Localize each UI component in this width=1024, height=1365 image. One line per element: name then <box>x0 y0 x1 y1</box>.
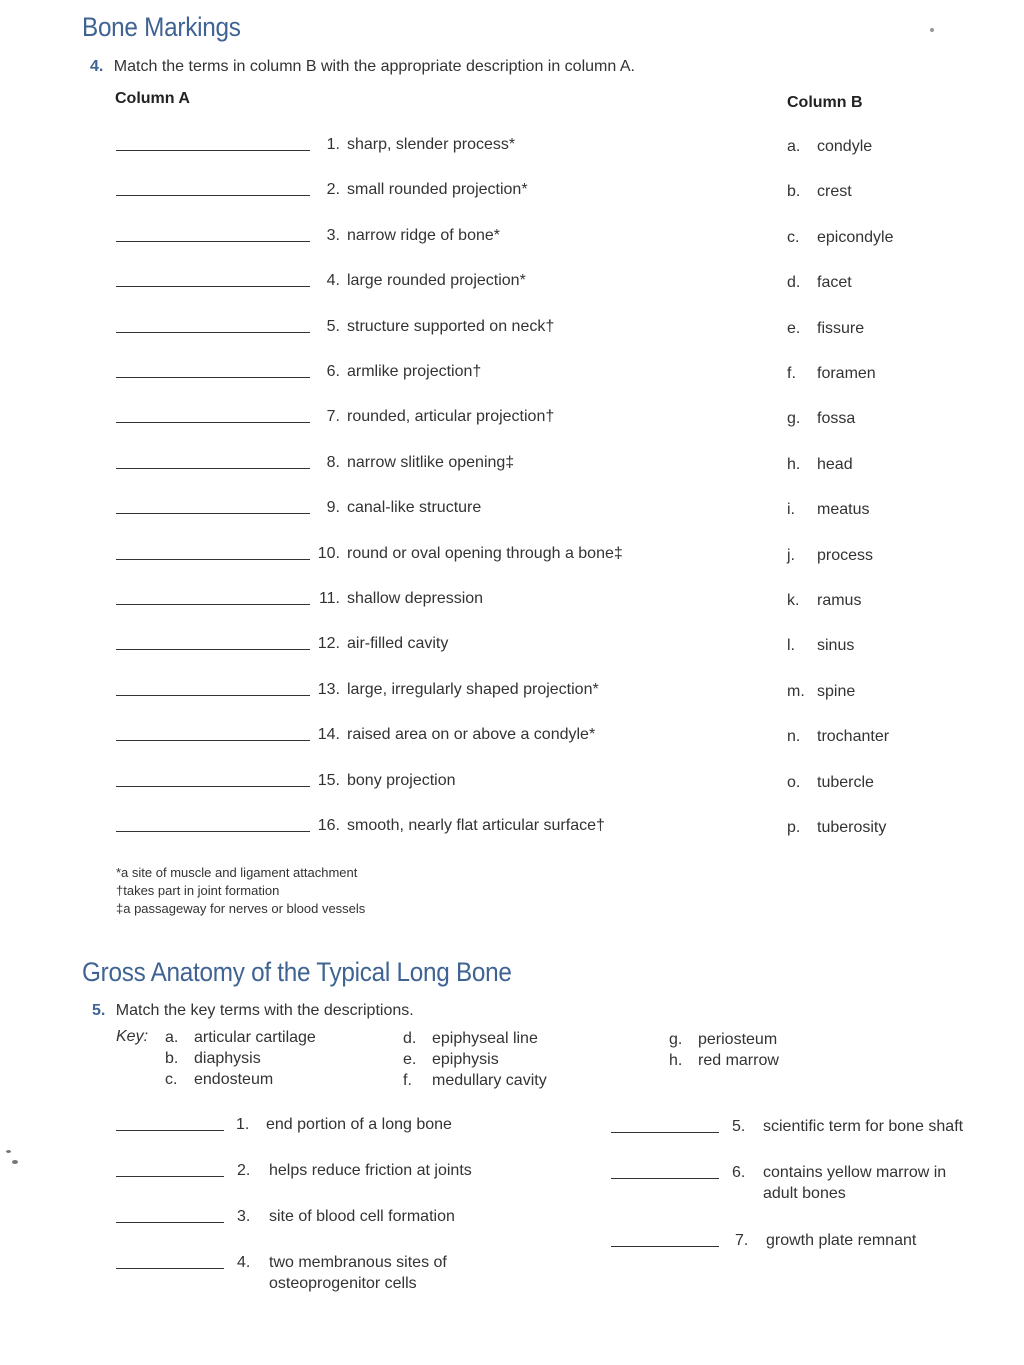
item-number: 3. <box>237 1208 251 1225</box>
key-term: medullary cavity <box>432 1072 547 1089</box>
item-description: scientific term for bone shaft <box>763 1118 964 1135</box>
item-number: 13. <box>317 681 340 698</box>
term-name: sinus <box>817 637 855 654</box>
answer-blank[interactable] <box>116 649 310 650</box>
scan-speck <box>6 1150 11 1153</box>
term-letter: o. <box>787 774 801 791</box>
speck-mark <box>930 28 934 32</box>
column-b-row <box>787 728 987 750</box>
question-5 <box>92 1002 414 1020</box>
column-b-row <box>787 637 987 659</box>
key-letter: d. <box>403 1030 417 1047</box>
column-b-row <box>787 592 987 614</box>
item-description: smooth, nearly flat articular surface† <box>347 817 605 834</box>
item-description: raised area on or above a condyle* <box>347 726 596 743</box>
question-text: Match the terms in column B with the appropriate description in column A. <box>113 58 635 75</box>
item-description: sharp, slender process* <box>347 136 516 153</box>
term-letter: i. <box>787 501 795 518</box>
answer-blank[interactable] <box>116 831 310 832</box>
key-term: epiphyseal line <box>432 1030 538 1047</box>
term-letter: d. <box>787 274 801 291</box>
item-number: 7. <box>326 408 340 425</box>
footnote-passageway: ‡a passageway for nerves or blood vessels <box>116 901 366 916</box>
term-letter: a. <box>787 138 801 155</box>
term-name: facet <box>817 274 852 291</box>
term-name: epicondyle <box>817 229 894 246</box>
column-b-row <box>787 138 987 160</box>
item-description: narrow slitlike opening‡ <box>347 454 515 471</box>
question-4 <box>90 58 635 76</box>
item-description: air-filled cavity <box>347 635 449 652</box>
key-term: periosteum <box>698 1031 778 1048</box>
term-name: fissure <box>817 320 865 337</box>
answer-blank[interactable] <box>116 695 310 696</box>
item-description: growth plate remnant <box>766 1232 917 1249</box>
term-letter: m. <box>787 683 805 700</box>
item-number: 5. <box>732 1118 746 1135</box>
item-number: 4. <box>237 1254 251 1271</box>
footnote-joint: †takes part in joint formation <box>116 883 280 898</box>
term-name: condyle <box>817 138 873 155</box>
item-number: 7. <box>735 1232 749 1249</box>
item-description: round or oval opening through a bone‡ <box>347 545 623 562</box>
column-b-row <box>787 774 987 796</box>
item-description: large, irregularly shaped projection* <box>347 681 599 698</box>
key-term: diaphysis <box>194 1050 261 1067</box>
term-name: head <box>817 456 853 473</box>
answer-blank[interactable] <box>116 559 310 560</box>
item-description: large rounded projection* <box>347 272 526 289</box>
item-number: 1. <box>326 136 340 153</box>
answer-blank[interactable] <box>116 1268 224 1269</box>
term-letter: n. <box>787 728 801 745</box>
item-number: 5. <box>326 318 340 335</box>
answer-blank[interactable] <box>116 1222 224 1223</box>
item-number: 6. <box>326 363 340 380</box>
item-number: 14. <box>317 726 340 743</box>
term-name: process <box>817 547 874 564</box>
key-letter: c. <box>165 1071 178 1088</box>
answer-blank[interactable] <box>116 786 310 787</box>
answer-blank[interactable] <box>116 195 310 196</box>
footnote-muscle: *a site of muscle and ligament attachment <box>116 865 358 880</box>
column-b-row <box>787 320 987 342</box>
item-description: two membranous sites of <box>269 1254 447 1271</box>
item-number: 2. <box>326 181 340 198</box>
term-letter: j. <box>787 547 795 564</box>
item-description: structure supported on neck† <box>347 318 555 335</box>
column-b-row <box>787 501 987 523</box>
answer-blank[interactable] <box>116 513 310 514</box>
item-number: 9. <box>326 499 340 516</box>
item-number: 16. <box>317 817 340 834</box>
column-b-row <box>787 819 987 841</box>
term-name: foramen <box>817 365 876 382</box>
term-name: tubercle <box>817 774 874 791</box>
answer-blank[interactable] <box>116 604 310 605</box>
item-number: 4. <box>326 272 340 289</box>
term-letter: h. <box>787 456 801 473</box>
answer-blank[interactable] <box>116 740 310 741</box>
item-description: armlike projection† <box>347 363 482 380</box>
term-name: crest <box>817 183 852 200</box>
item-description-cont: adult bones <box>763 1185 846 1202</box>
item-description: rounded, articular projection† <box>347 408 555 425</box>
answer-blank[interactable] <box>116 377 310 378</box>
key-letter: g. <box>669 1031 683 1048</box>
term-letter: f. <box>787 365 796 382</box>
item-description: site of blood cell formation <box>269 1208 455 1225</box>
footnotes <box>116 864 365 918</box>
column-b-row <box>787 365 987 387</box>
item-number: 10. <box>317 545 340 562</box>
term-name: spine <box>817 683 856 700</box>
key-term: endosteum <box>194 1071 274 1088</box>
term-letter: g. <box>787 410 801 427</box>
answer-blank[interactable] <box>116 468 310 469</box>
item-number: 8. <box>326 454 340 471</box>
key-letter: e. <box>403 1051 417 1068</box>
term-name: fossa <box>817 410 856 427</box>
column-b-row <box>787 547 987 569</box>
column-a-heading: Column A <box>115 90 190 107</box>
item-description: bony projection <box>347 772 456 789</box>
item-description: narrow ridge of bone* <box>347 227 500 244</box>
term-name: tuberosity <box>817 819 887 836</box>
term-name: trochanter <box>817 728 890 745</box>
key-term: red marrow <box>698 1052 779 1069</box>
item-number: 11. <box>318 590 340 607</box>
key-term: articular cartilage <box>194 1029 316 1046</box>
column-b-row <box>787 410 987 432</box>
answer-blank[interactable] <box>116 1176 224 1177</box>
item-description: canal-like structure <box>347 499 482 516</box>
answer-blank[interactable] <box>116 241 310 242</box>
item-description: helps reduce friction at joints <box>269 1162 472 1179</box>
key-letter: a. <box>165 1029 179 1046</box>
item-number: 12. <box>317 635 340 652</box>
key-letter: h. <box>669 1052 683 1069</box>
item-description: contains yellow marrow in <box>763 1164 947 1181</box>
section-title-long-bone: Gross Anatomy of the Typical Long Bone <box>82 957 512 987</box>
answer-blank[interactable] <box>611 1246 719 1247</box>
answer-blank[interactable] <box>611 1132 719 1133</box>
column-b-row <box>787 456 987 478</box>
term-name: ramus <box>817 592 862 609</box>
column-b-row <box>787 274 987 296</box>
key-term: epiphysis <box>432 1051 499 1068</box>
item-description: small rounded projection* <box>347 181 528 198</box>
item-number: 3. <box>326 227 340 244</box>
term-letter: k. <box>787 592 800 609</box>
question-number: 4. <box>90 58 104 75</box>
answer-blank[interactable] <box>116 150 310 151</box>
question-text: Match the key terms with the descriptions. <box>115 1002 414 1019</box>
answer-blank[interactable] <box>116 422 310 423</box>
item-description: shallow depression <box>347 590 484 607</box>
term-name: meatus <box>817 501 870 518</box>
answer-blank[interactable] <box>116 286 310 287</box>
term-letter: l. <box>787 637 795 654</box>
column-b-row <box>787 683 987 705</box>
key-label: Key: <box>116 1028 149 1045</box>
column-b-row <box>787 183 987 205</box>
item-description: end portion of a long bone <box>266 1116 452 1133</box>
term-letter: b. <box>787 183 801 200</box>
term-letter: p. <box>787 819 801 836</box>
column-b-row <box>787 229 987 251</box>
term-letter: c. <box>787 229 800 246</box>
answer-blank[interactable] <box>116 1130 224 1131</box>
section-title-bone-markings: Bone Markings <box>82 12 241 42</box>
question-number: 5. <box>92 1002 106 1019</box>
key-letter: f. <box>403 1072 412 1089</box>
scan-speck <box>12 1160 18 1164</box>
item-number: 2. <box>237 1162 251 1179</box>
answer-blank[interactable] <box>116 332 310 333</box>
item-number: 1. <box>236 1116 250 1133</box>
key-letter: b. <box>165 1050 179 1067</box>
item-number: 6. <box>732 1164 746 1181</box>
item-number: 15. <box>317 772 340 789</box>
term-letter: e. <box>787 320 801 337</box>
answer-blank[interactable] <box>611 1178 719 1179</box>
column-b-heading: Column B <box>787 94 863 111</box>
item-description-cont: osteoprogenitor cells <box>269 1275 417 1292</box>
